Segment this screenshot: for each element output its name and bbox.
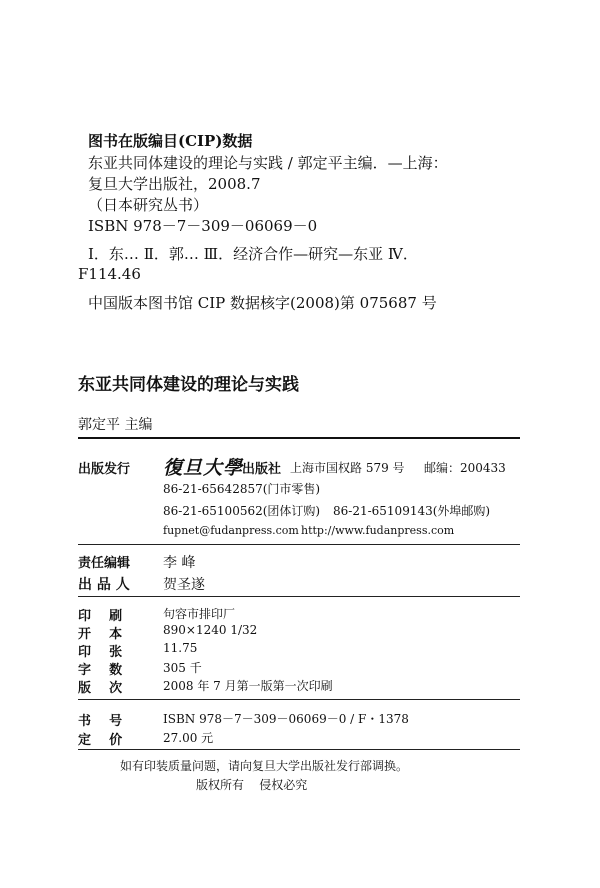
format-label: 开 本	[78, 627, 123, 642]
edition-value: 2008 年 7 月第一版第一次印刷	[163, 679, 333, 693]
phone-retail: 86-21-65642857(门市零售)	[163, 482, 321, 496]
cip-subject-line: Ⅰ．东… Ⅱ．郭… Ⅲ．经济合作—研究—东亚 Ⅳ．	[88, 245, 418, 263]
cip-heading: 图书在版编目(CIP)数据	[88, 132, 253, 150]
divider-rule	[78, 596, 520, 597]
cip-isbn-line: ISBN 978－7－309－06069－0	[88, 217, 318, 235]
price-value: 27.00 元	[163, 731, 214, 745]
publisher-email: fupnet@fudanpress.com	[163, 524, 299, 537]
print-label: 印 刷	[78, 609, 123, 624]
producer-label: 出 品 人	[78, 577, 130, 593]
phone-group: 86-21-65100562(团体订购)	[163, 504, 321, 518]
copyright-notice: 版权所有 侵权必究	[196, 778, 308, 792]
divider-rule	[78, 437, 520, 439]
edition-label: 版 次	[78, 681, 123, 696]
phone-mail: 86-21-65109143(外埠邮购)	[333, 504, 491, 518]
wordcount-value: 305 千	[163, 661, 202, 675]
publisher-label: 出版发行	[78, 462, 131, 477]
cip-classification-line: F114.46	[78, 265, 141, 283]
sheets-label: 印 张	[78, 645, 123, 660]
publisher-address: 上海市国权路 579 号	[290, 461, 405, 475]
divider-rule	[78, 544, 520, 545]
cip-publisher-line: 复旦大学出版社，2008.7	[88, 175, 261, 193]
publisher-postcode: 邮编：200433	[424, 461, 506, 475]
publisher-name: 出版社	[242, 462, 282, 477]
cip-series-line: （日本研究丛书）	[88, 196, 209, 214]
cip-record-number: 中国版本图书馆 CIP 数据核字(2008)第 075687 号	[88, 294, 437, 312]
producer-value: 贺圣遂	[163, 577, 205, 593]
price-label: 定 价	[78, 733, 123, 748]
sheets-value: 11.75	[163, 641, 198, 655]
publisher-website: http://www.fudanpress.com	[301, 524, 455, 537]
divider-rule	[78, 749, 520, 750]
responsible-editor-label: 责任编辑	[78, 556, 131, 571]
divider-rule	[78, 699, 520, 700]
isbn-value: ISBN 978－7－309－06069－0 / F・1378	[163, 712, 409, 726]
responsible-editor-value: 李 峰	[163, 555, 196, 571]
cip-title-line: 东亚共同体建设的理论与实践 / 郭定平主编．—上海：	[88, 154, 448, 172]
format-value: 890×1240 1/32	[163, 623, 258, 637]
publisher-logo: 復旦大學	[163, 457, 244, 479]
book-editor: 郭定平 主编	[78, 417, 153, 433]
wordcount-label: 字 数	[78, 663, 123, 678]
isbn-label: 书 号	[78, 714, 123, 729]
print-value: 句容市排印厂	[163, 607, 236, 621]
quality-notice: 如有印装质量问题，请向复旦大学出版社发行部调换。	[120, 759, 409, 773]
book-title: 东亚共同体建设的理论与实践	[78, 375, 299, 395]
